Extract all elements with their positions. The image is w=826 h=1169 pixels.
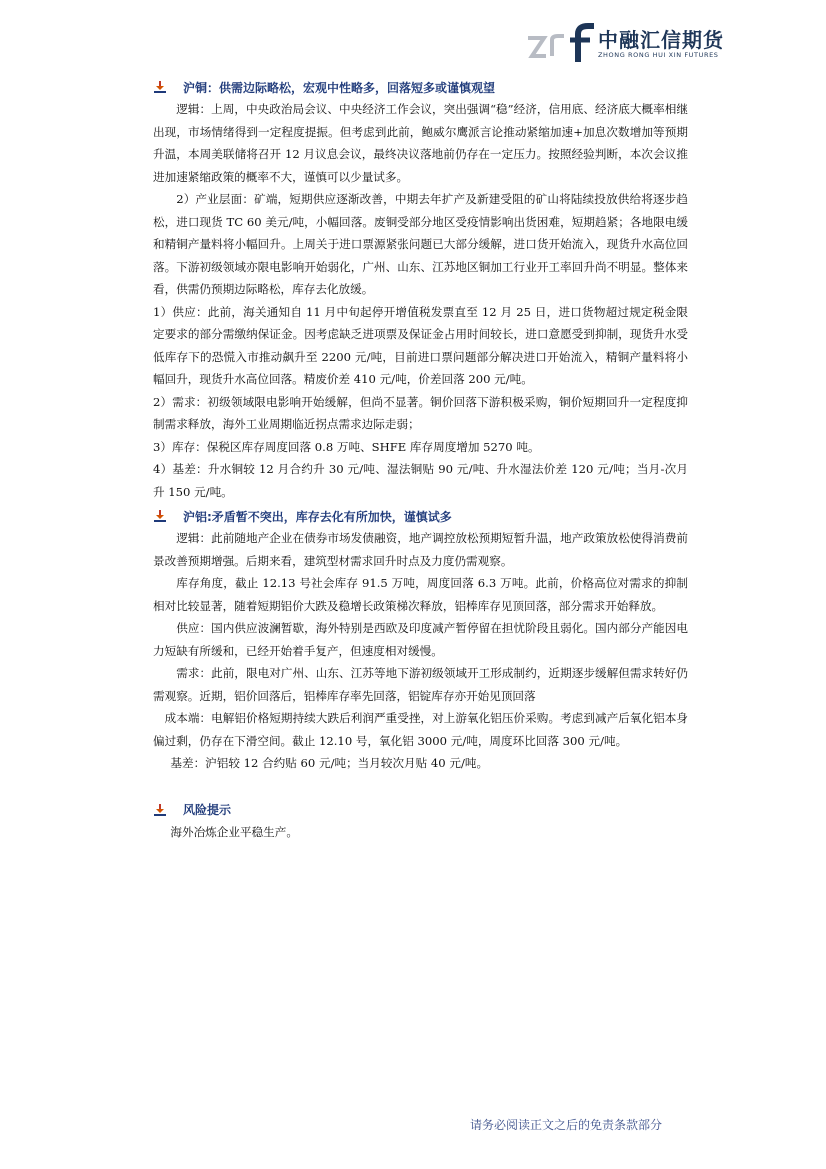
- copper-industry-paragraph: 2）产业层面：矿端，短期供应逐渐改善，中期去年扩产及新建受阻的矿山将陆续投放供给将逐步趋松，进口现货 TC 60 美元/吨，小幅回落。废铜受部分地区受疫情影响出货困难，短期趋紧；各地限电缓和精铜产量料将小幅回升。上周关于进口票源紧张问题已大部分缓解，进口货开始流入，现货升水高位回落。下游初级领域亦限电影响开始弱化，广州、山东、江苏地区铜加工行业开工率回升尚不明显。整体来看，供需仍预期边际略松，库存去化放缓。: [153, 192, 688, 296]
- section-heading-aluminum: [153, 505, 688, 527]
- section-spacer: [153, 775, 688, 797]
- bullet-arrow-icon: [153, 509, 167, 523]
- bullet-arrow-icon: [153, 80, 167, 94]
- section-title: 沪铝:矛盾暂不突出，库存去化有所加快，谨慎试多: [183, 509, 452, 524]
- company-name-cn: 中融汇信期货: [598, 28, 724, 52]
- aluminum-demand-paragraph: 需求：此前，限电对广州、山东、江苏等地下游初级领域开工形成制约，近期逐步缓解但需求转好仍需观察。近期，铝价回落后，铝棒库存率先回落，铝锭库存亦开始见顶回落: [153, 666, 688, 703]
- copper-supply-paragraph: 1）供应：此前，海关通知自 11 月中旬起停开增值税发票直至 12 月 25 日，进口货物超过规定税金限定要求的部分需缴纳保证金。因考虑缺乏进项票及保证金占用时间较长，进口意愿受到抑制，现货升水受低库存下的恐慌入市推动飙升至 2200 元/吨，目前进口票问题部分解决进口开始流入，精铜产量料将小幅回升，现货升水高位回落。精废价差 410 元/吨，价差回落 200 元/吨。: [153, 304, 688, 386]
- section-title: 风险提示: [183, 803, 232, 817]
- risk-paragraph: 海外冶炼企业平稳生产。: [170, 824, 298, 839]
- aluminum-inventory-paragraph: 库存角度，截止 12.13 号社会库存 91.5 万吨，周度回落 6.3 万吨。此前，价格高位对需求的抑制相对比较显著，随着短期铝价大跌及稳增长政策梯次释放，铝棒库存见顶回落，部分需求开始释放。: [153, 576, 688, 613]
- company-logo: [526, 18, 726, 68]
- disclaimer-footer: 请务必阅读正文之后的免责条款部分: [470, 1118, 663, 1132]
- aluminum-logic-paragraph: 逻辑：此前随地产企业在债券市场发债融资，地产调控放松预期短暂升温，地产政策放松使得消费前景改善预期增强。后期来看，建筑型材需求回升时点及力度仍需观察。: [153, 531, 688, 568]
- company-logo-mark: [526, 22, 596, 62]
- report-body: [153, 74, 688, 843]
- copper-logic-paragraph: 逻辑：上周，中央政治局会议、中央经济工作会议，突出强调“稳”经济，信用底、经济底大概率相继出现，市场情绪得到一定程度提振。但考虑到此前，鲍威尔鹰派言论推动紧缩加速+加息次数增加等预期升温，本周美联储将召开 12 月议息会议，最终决议落地前仍存在一定压力。按照经验判断，本次会议推进加速紧缩政策的概率不大，谨慎可以少量试多。: [153, 102, 688, 184]
- section-heading-risk: [153, 799, 688, 821]
- copper-demand-paragraph: 2）需求：初级领域限电影响开始缓解，但尚不显著。铜价回落下游积极采购，铜价短期回升一定程度抑制需求释放，海外工业周期临近拐点需求边际走弱；: [153, 394, 688, 431]
- copper-basis-paragraph: 4）基差：升水铜较 12 月合约升 30 元/吨、湿法铜贴 90 元/吨、升水湿法价差 120 元/吨；当月-次月升 150 元/吨。: [153, 462, 688, 499]
- copper-inventory-paragraph: 3）库存：保税区库存周度回落 0.8 万吨、SHFE 库存周度增加 5270 吨。: [153, 439, 540, 454]
- aluminum-basis-paragraph: 基差：沪铝较 12 合约贴 60 元/吨；当月较次月贴 40 元/吨。: [170, 756, 489, 770]
- bullet-arrow-icon: [153, 803, 167, 817]
- section-title: 沪铜：供需边际略松，宏观中性略多，回落短多或谨慎观望: [183, 80, 496, 95]
- aluminum-cost-paragraph: 成本端：电解铝价格短期持续大跌后利润严重受挫，对上游氧化铝压价采购。考虑到减产后氧化铝本身偏过剩，仍存在下滑空间。截止 12.10 号，氧化铝 3000 元/吨，周度环比回落 300 元/吨。: [153, 711, 688, 748]
- aluminum-supply-paragraph: 供应：国内供应波澜暂歇，海外特别是西欧及印度减产暂停留在担忧阶段且弱化。国内部分产能因电力短缺有所缓和，已经开始着手复产，但速度相对缓慢。: [153, 621, 688, 658]
- company-name-en: ZHONG RONG HUI XIN FUTURES: [598, 51, 719, 59]
- section-heading-copper: [153, 76, 688, 98]
